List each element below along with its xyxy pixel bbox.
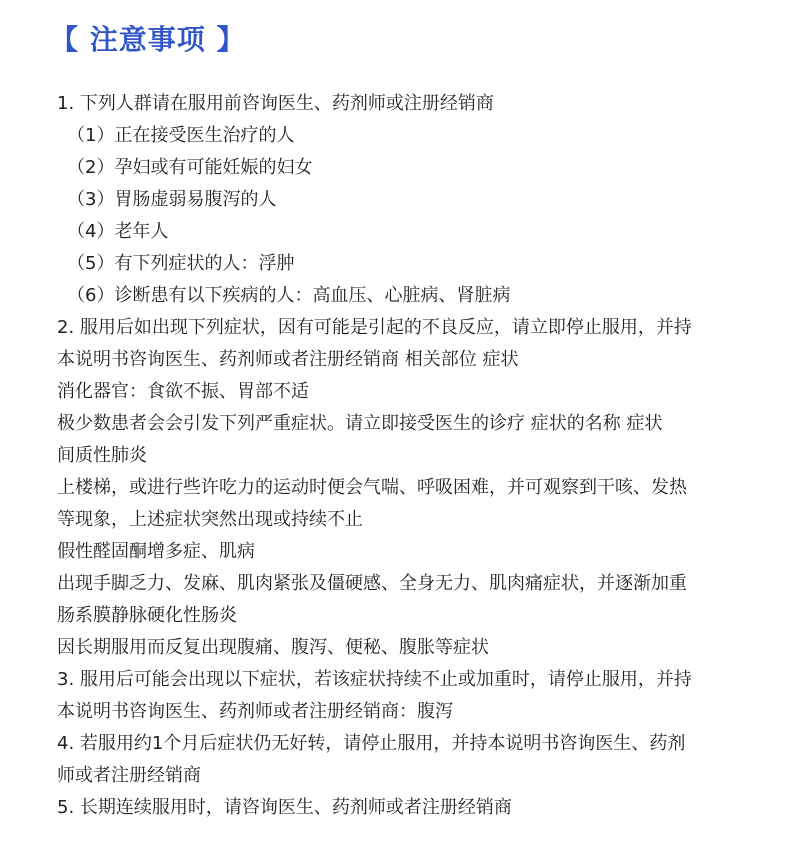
notice-line: 出现手脚乏力、发麻、肌肉紧张及僵硬感、全身无力、肌肉痛症状，并逐渐加重	[57, 573, 687, 594]
section-title: 【 注意事项 】	[50, 23, 246, 56]
notice-line: 3. 服用后可能会出现以下症状，若该症状持续不止或加重时，请停止服用，并持	[57, 669, 692, 690]
notice-line: 本说明书咨询医生、药剂师或者注册经销商 相关部位 症状	[57, 349, 519, 370]
notice-line: 间质性肺炎	[57, 445, 147, 466]
notice-line: 肠系膜静脉硬化性肠炎	[57, 605, 237, 626]
notice-line: 假性醛固酮增多症、肌病	[57, 541, 255, 562]
notice-line: 5. 长期连续服用时，请咨询医生、药剂师或者注册经销商	[57, 797, 512, 818]
notice-line: 本说明书咨询医生、药剂师或者注册经销商：腹泻	[57, 701, 453, 722]
notice-line: 因长期服用而反复出现腹痛、腹泻、便秘、腹胀等症状	[57, 637, 489, 658]
notice-line: 上楼梯，或进行些许吃力的运动时便会气喘、呼吸困难，并可观察到干咳、发热	[57, 477, 687, 498]
notice-line: 等现象，上述症状突然出现或持续不止	[57, 509, 363, 530]
notice-line: （4）老年人	[67, 221, 169, 242]
notice-line: 消化器官：食欲不振、胃部不适	[57, 381, 309, 402]
notice-line: 4. 若服用约1个月后症状仍无好转，请停止服用，并持本说明书咨询医生、药剂	[57, 733, 686, 754]
notice-body	[57, 88, 785, 824]
notice-line: 师或者注册经销商	[57, 765, 201, 786]
notice-line: （3）胃肠虚弱易腹泻的人	[67, 189, 277, 210]
notice-line: （6）诊断患有以下疾病的人：高血压、心脏病、肾脏病	[67, 285, 511, 306]
notice-line: 1. 下列人群请在服用前咨询医生、药剂师或注册经销商	[57, 93, 494, 114]
notice-line: （5）有下列症状的人：浮肿	[67, 253, 295, 274]
notice-line: 2. 服用后如出现下列症状，因有可能是引起的不良反应，请立即停止服用，并持	[57, 317, 692, 338]
notice-line: （2）孕妇或有可能妊娠的妇女	[67, 157, 313, 178]
notice-line: 极少数患者会会引发下列严重症状。请立即接受医生的诊疗 症状的名称 症状	[57, 413, 663, 434]
notice-line: （1）正在接受医生治疗的人	[67, 125, 295, 146]
